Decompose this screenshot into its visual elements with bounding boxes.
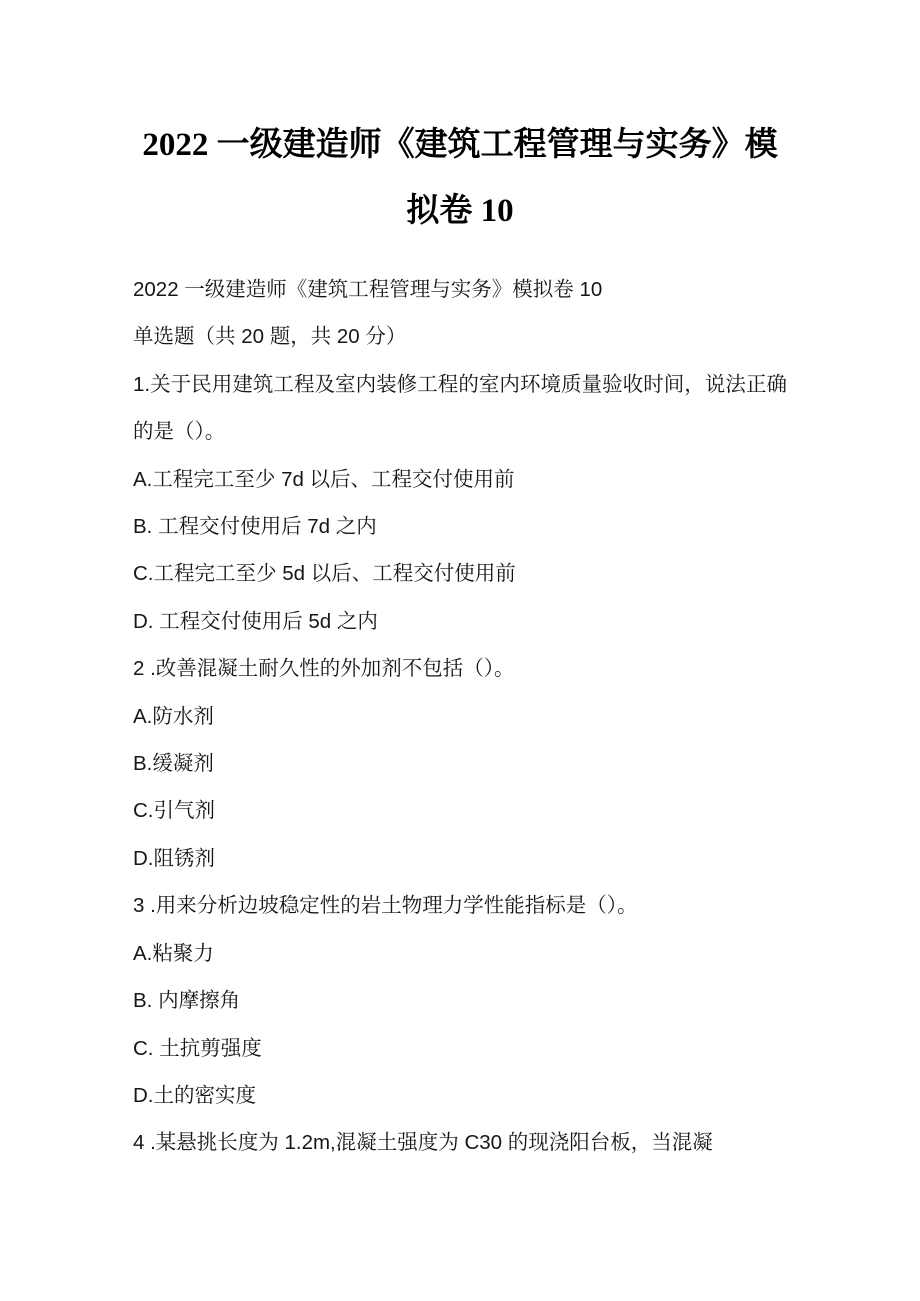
document-title-line-2: 拟卷 10 (406, 193, 514, 229)
document-title-line-1: 2022 一级建造师《建筑工程管理与实务》模 (142, 127, 778, 163)
question-1-option-b: B. 工程交付使用后 7d 之内 (133, 515, 377, 539)
question-3-option-b: B. 内摩擦角 (133, 989, 241, 1013)
question-2-option-a: A.防水剂 (133, 704, 214, 728)
document-title (133, 112, 787, 244)
question-3-text: 3 .用来分析边坡稳定性的岩土物理力学性能指标是（）。 (133, 894, 638, 918)
section-header: 单选题（共 20 题，共 20 分） (133, 325, 407, 349)
question-1-option-a: A.工程完工至少 7d 以后、工程交付使用前 (133, 467, 515, 491)
question-2-option-b: B.缓凝剂 (133, 752, 214, 776)
question-1-option-c: C.工程完工至少 5d 以后、工程交付使用前 (133, 562, 516, 586)
document-body (133, 266, 787, 1167)
question-3-option-a: A.粘聚力 (133, 941, 214, 965)
question-4-text: 4 .某悬挑长度为 1.2m,混凝土强度为 C30 的现浇阳台板，当混凝 (133, 1131, 713, 1155)
question-2-option-c: C.引气剂 (133, 799, 215, 823)
question-2-option-d: D.阻锈剂 (133, 846, 215, 870)
question-1-option-d: D. 工程交付使用后 5d 之内 (133, 609, 378, 633)
document-header-line: 2022 一级建造师《建筑工程管理与实务》模拟卷 10 (133, 278, 603, 301)
question-1-text: 1.关于民用建筑工程及室内装修工程的室内环境质量验收时间，说法正确的是（）。 (133, 372, 787, 444)
question-2-text: 2 .改善混凝土耐久性的外加剂不包括（）。 (133, 657, 515, 681)
question-3-option-c: C. 土抗剪强度 (133, 1036, 262, 1060)
question-3-option-d: D.土的密实度 (133, 1083, 256, 1107)
